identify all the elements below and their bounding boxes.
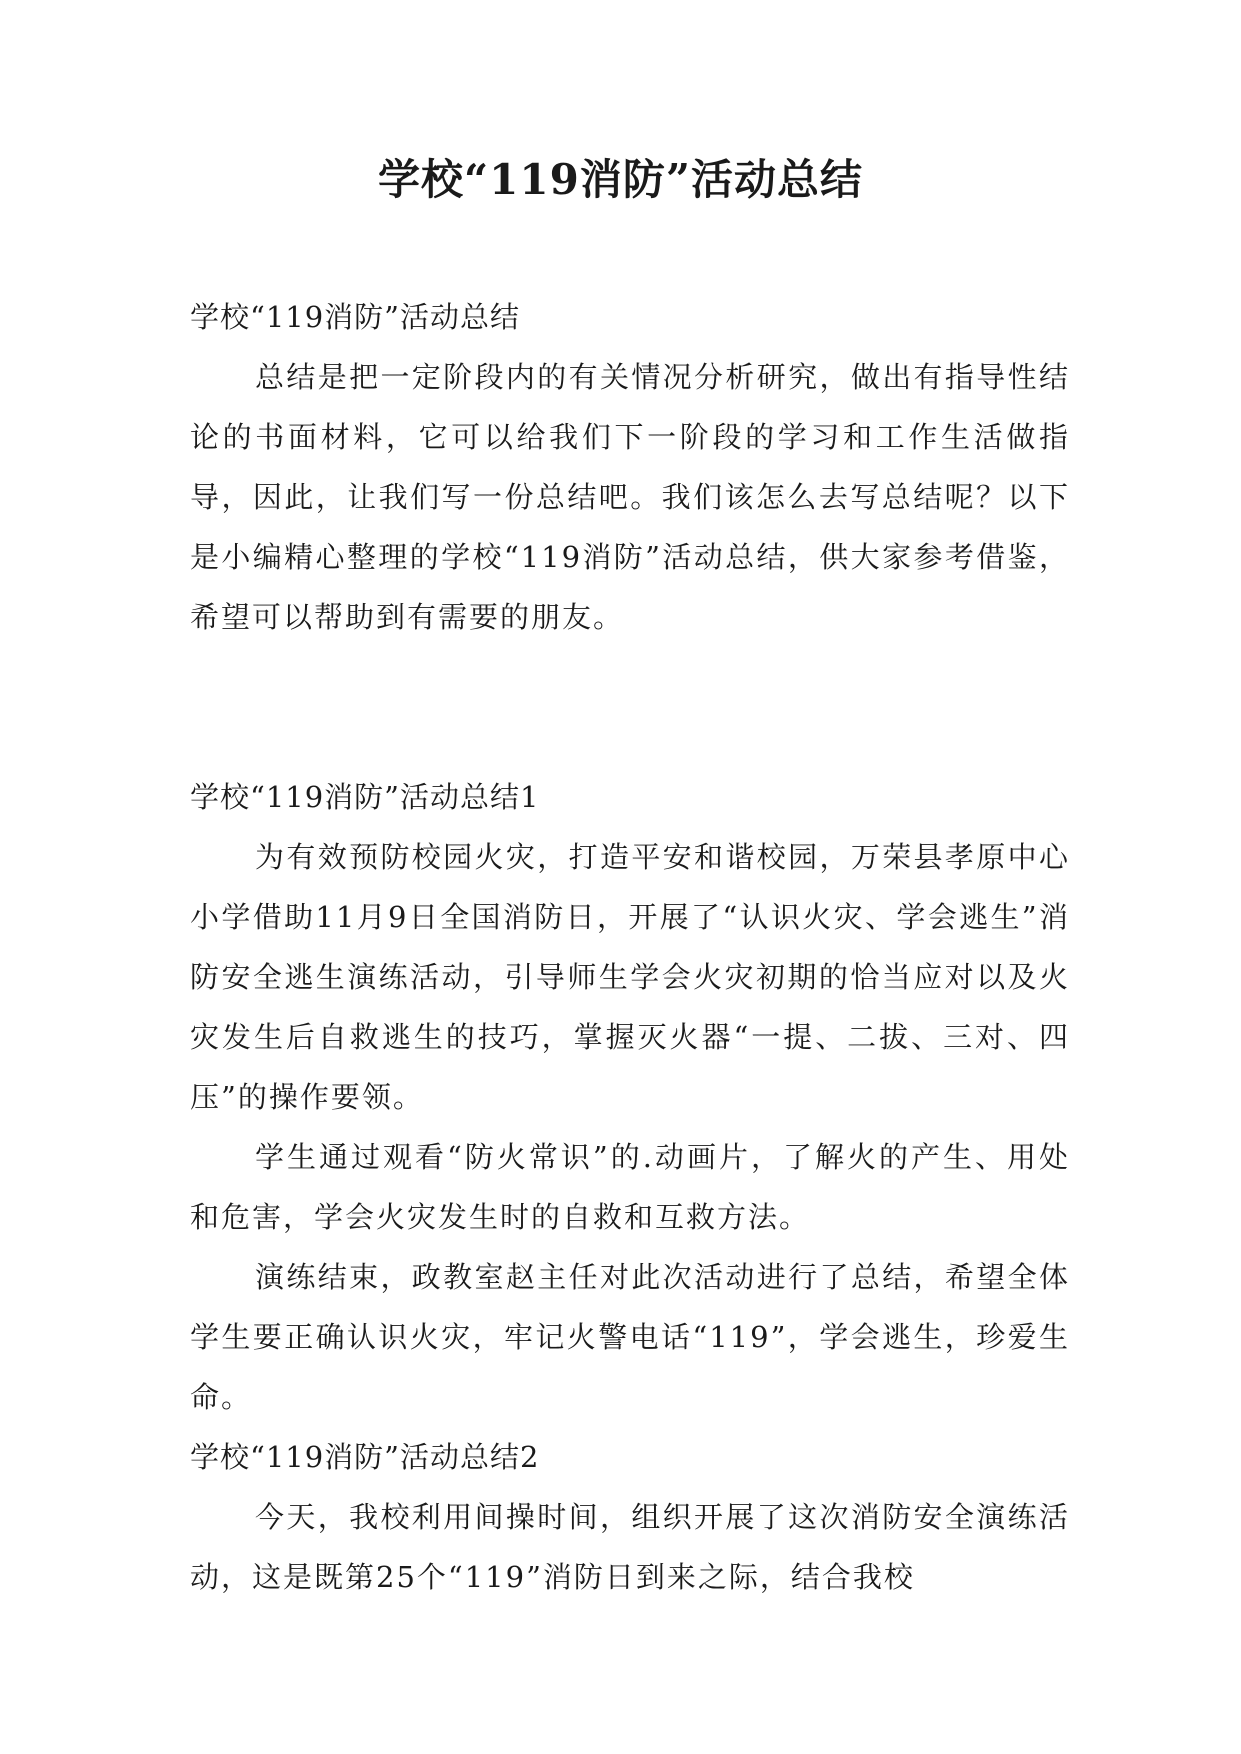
intro-heading: 学校“119消防”活动总结 bbox=[190, 300, 521, 334]
section-1-paragraph-3: 演练结束，政教室赵主任对此次活动进行了总结，希望全体学生要正确认识火灾，牢记火警电话“119”，学会逃生，珍爱生命。 bbox=[190, 1260, 1070, 1414]
document-title: 学校“119消防”活动总结 bbox=[378, 155, 863, 204]
document-body bbox=[190, 287, 1070, 1607]
section-heading-1: 学校“119消防”活动总结1 bbox=[190, 780, 540, 814]
section-1-paragraph-2: 学生通过观看“防火常识”的.动画片，了解火的产生、用处和危害，学会火灾发生时的自救和互救方法。 bbox=[190, 1140, 1070, 1234]
intro-paragraph: 总结是把一定阶段内的有关情况分析研究，做出有指导性结论的书面材料，它可以给我们下一阶段的学习和工作生活做指导，因此，让我们写一份总结吧。我们该怎么去写总结呢？以下是小编精心整理的学校“119消防”活动总结，供大家参考借鉴，希望可以帮助到有需要的朋友。 bbox=[190, 360, 1070, 634]
section-2-paragraph-1: 今天，我校利用间操时间，组织开展了这次消防安全演练活动，这是既第25个“119”消防日到来之际，结合我校 bbox=[190, 1500, 1070, 1594]
section-heading-2: 学校“119消防”活动总结2 bbox=[190, 1440, 540, 1474]
section-spacer bbox=[190, 647, 1070, 767]
section-1-paragraph-1: 为有效预防校园火灾，打造平安和谐校园，万荣县孝原中心小学借助11月9日全国消防日，开展了“认识火灾、学会逃生”消防安全逃生演练活动，引导师生学会火灾初期的恰当应对以及火灾发生后自救逃生的技巧，掌握灭火器“一提、二拔、三对、四压”的操作要领。 bbox=[190, 840, 1070, 1114]
